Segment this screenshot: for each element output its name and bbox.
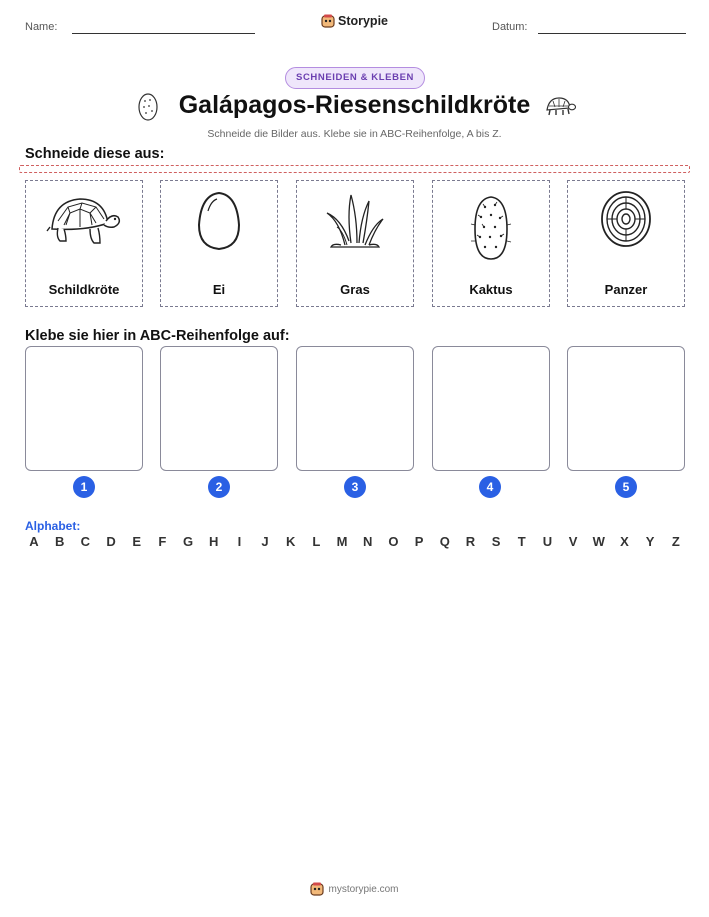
card-label: Gras bbox=[340, 282, 370, 297]
card-label: Panzer bbox=[604, 282, 648, 297]
alphabet-letter: C bbox=[80, 534, 91, 549]
paste-section-heading: Klebe sie hier in ABC-Reihenfolge auf: bbox=[25, 328, 290, 344]
paste-box-3[interactable] bbox=[296, 346, 414, 471]
alphabet-letter: V bbox=[568, 534, 578, 549]
cut-line bbox=[19, 165, 690, 173]
instructions: Schneide die Bilder aus. Klebe sie in ABC-Reihenfolge, A bis Z. bbox=[207, 128, 502, 140]
alphabet-letter: Q bbox=[439, 534, 450, 549]
footer bbox=[0, 882, 709, 899]
number-badge-4: 4 bbox=[479, 476, 501, 498]
number-badge-2: 2 bbox=[208, 476, 230, 498]
page-title: Galápagos-Riesenschildkröte bbox=[178, 91, 531, 119]
turtle-decoration-icon bbox=[544, 95, 576, 117]
alphabet-letter: T bbox=[517, 534, 526, 549]
date-label: Datum: bbox=[492, 21, 528, 33]
alphabet-letter: R bbox=[465, 534, 476, 549]
egg-icon bbox=[181, 191, 257, 251]
number-badge-3: 3 bbox=[344, 476, 366, 498]
name-line[interactable] bbox=[72, 33, 255, 34]
card-label: Ei bbox=[212, 282, 226, 297]
storypie-logo-icon bbox=[321, 14, 335, 31]
paste-box-5[interactable] bbox=[567, 346, 685, 471]
cactus-icon bbox=[453, 191, 529, 261]
paste-box-1[interactable] bbox=[25, 346, 143, 471]
name-label: Name: bbox=[25, 21, 58, 33]
alphabet-letter: O bbox=[388, 534, 399, 549]
alphabet-letter: K bbox=[286, 534, 296, 549]
footer-url[interactable]: mystorypie.com bbox=[328, 884, 399, 895]
cut-card-schildkroete[interactable] bbox=[25, 180, 143, 307]
alphabet-letter: D bbox=[106, 534, 116, 549]
alphabet-letter: H bbox=[209, 534, 219, 549]
alphabet-letter: A bbox=[29, 534, 39, 549]
brand-name: Storypie bbox=[337, 14, 388, 28]
category-badge: SCHNEIDEN & KLEBEN bbox=[285, 67, 425, 89]
alphabet-letter: E bbox=[132, 534, 142, 549]
alphabet-letter: U bbox=[542, 534, 553, 549]
alphabet-letter: M bbox=[336, 534, 348, 549]
turtle-icon bbox=[46, 191, 122, 251]
card-label: Kaktus bbox=[469, 282, 513, 297]
cut-section-heading: Schneide diese aus: bbox=[25, 146, 165, 162]
number-badge-5: 5 bbox=[615, 476, 637, 498]
brand bbox=[0, 14, 709, 31]
alphabet-letter: S bbox=[491, 534, 501, 549]
alphabet-letter: W bbox=[592, 534, 605, 549]
alphabet-letter: F bbox=[158, 534, 167, 549]
alphabet-letter: I bbox=[237, 534, 242, 549]
cut-card-gras[interactable] bbox=[296, 180, 414, 307]
alphabet-letter: N bbox=[363, 534, 373, 549]
cut-card-kaktus[interactable] bbox=[432, 180, 550, 307]
alphabet-letter: L bbox=[312, 534, 321, 549]
alphabet-letter: X bbox=[620, 534, 629, 549]
alphabet-row bbox=[25, 534, 685, 549]
cut-card-panzer[interactable] bbox=[567, 180, 685, 307]
cut-card-ei[interactable] bbox=[160, 180, 278, 307]
storypie-logo-icon bbox=[310, 882, 324, 899]
alphabet-letter: Y bbox=[645, 534, 655, 549]
alphabet-letter: B bbox=[54, 534, 65, 549]
number-badge-1: 1 bbox=[73, 476, 95, 498]
date-line[interactable] bbox=[538, 33, 686, 34]
alphabet-letter: Z bbox=[671, 534, 680, 549]
shell-icon bbox=[588, 191, 664, 251]
card-label: Schildkröte bbox=[48, 282, 120, 297]
alphabet-letter: J bbox=[261, 534, 269, 549]
alphabet-heading: Alphabet: bbox=[25, 519, 81, 533]
paste-box-2[interactable] bbox=[160, 346, 278, 471]
grass-icon bbox=[317, 191, 393, 251]
paste-box-4[interactable] bbox=[432, 346, 550, 471]
alphabet-letter: P bbox=[414, 534, 424, 549]
alphabet-letter: G bbox=[182, 534, 194, 549]
